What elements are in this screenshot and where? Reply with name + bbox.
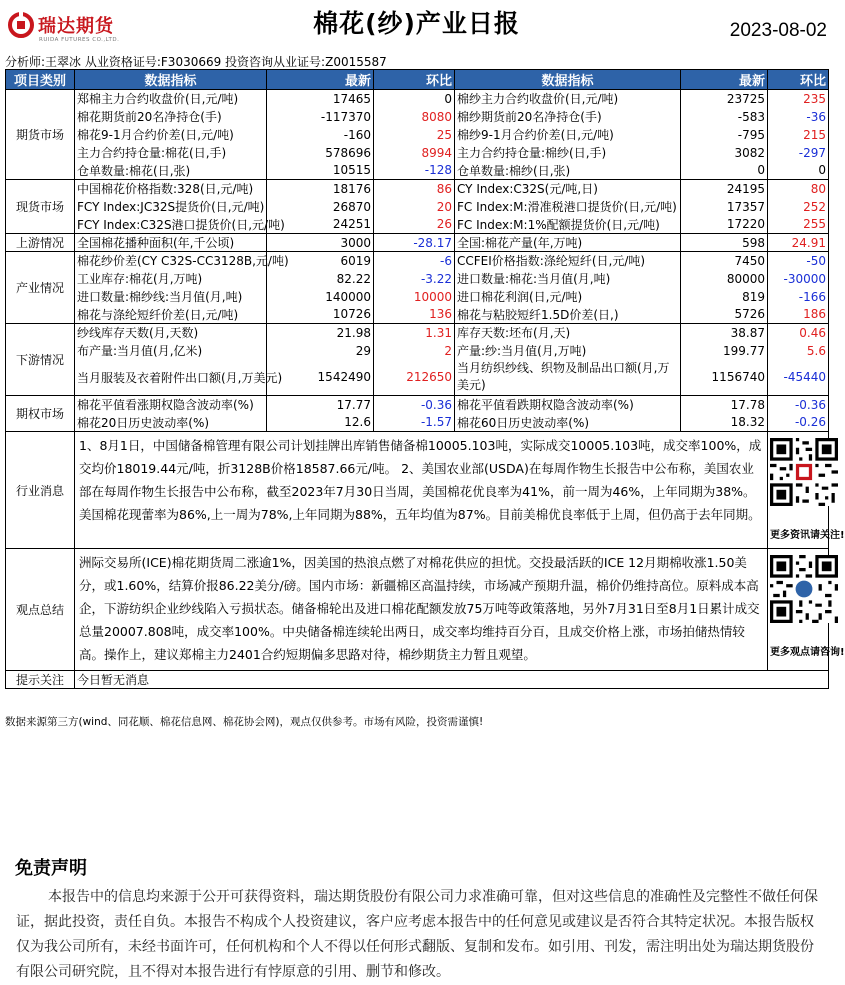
latest-value: 3000 bbox=[267, 234, 374, 252]
change-value: 8080 bbox=[374, 108, 455, 126]
latest-value: 17.78 bbox=[681, 396, 768, 414]
latest-value: 6019 bbox=[267, 252, 374, 270]
col-header-indicator-2: 数据指标 bbox=[455, 70, 681, 90]
change-value: -30000 bbox=[768, 270, 829, 288]
view-row bbox=[6, 549, 829, 671]
indicator-name: 全国:棉花产量(年,万吨) bbox=[455, 234, 681, 252]
view-qr-cell bbox=[768, 549, 845, 671]
change-value: -3.22 bbox=[374, 270, 455, 288]
change-value: 24.91 bbox=[768, 234, 829, 252]
latest-value: 7450 bbox=[681, 252, 768, 270]
news-text: 1、8月1日，中国储备棉管理有限公司计划挂牌出库销售储备棉10005.103吨，实际成交10005.103吨，成交率100%，成交均价18019.44元/吨，折3128B价格18587.66元/吨。 2、美国农业部(USDA)在每周作物生长报告中公布称，美国农业部在每周作物生长报告中公布称，截至2023年7月30日当周，美国棉花优良率为41%，前一周为46%，上年同期为38%。美国棉花现蕾率为86%,上一周为78%,上年同期为88%，五年均值为87%。目前美棉优良率低于上周，但仍高于去年同期。 bbox=[75, 432, 768, 549]
indicator-name: 棉花纱价差(CY C32S-CC3128B,元/吨) bbox=[75, 252, 267, 270]
change-value: 0.46 bbox=[768, 324, 829, 342]
table-row bbox=[6, 126, 829, 144]
indicator-name: FC Index:M:滑准税港口提货价(日,元/吨) bbox=[455, 198, 681, 216]
indicator-name: 布产量:当月值(月,亿米) bbox=[75, 342, 267, 360]
table-row bbox=[6, 108, 829, 126]
latest-value: 140000 bbox=[267, 288, 374, 306]
logo-text: 瑞达期货 bbox=[38, 16, 114, 37]
latest-value: 5726 bbox=[681, 306, 768, 324]
indicator-name: 主力合约持仓量:棉纱(日,手) bbox=[455, 144, 681, 162]
latest-value: 17465 bbox=[267, 90, 374, 108]
category-industry: 产业情况 bbox=[6, 252, 75, 324]
news-row bbox=[6, 432, 829, 549]
latest-value: -795 bbox=[681, 126, 768, 144]
latest-value: 80000 bbox=[681, 270, 768, 288]
table-row bbox=[6, 252, 829, 270]
source-note: 数据来源第三方(wind、同花顺、棉花信息网、棉花协会网)，观点仅供参考。市场有风险，投资需谨慎! bbox=[5, 716, 484, 728]
change-value: 80 bbox=[768, 180, 829, 198]
change-value: 235 bbox=[768, 90, 829, 108]
category-futures: 期货市场 bbox=[6, 90, 75, 180]
table-row bbox=[6, 216, 829, 234]
report-date: 2023-08-02 bbox=[729, 20, 827, 41]
col-header-indicator: 数据指标 bbox=[75, 70, 267, 90]
indicator-name: 仓单数量:棉纱(日,张) bbox=[455, 162, 681, 180]
qr-code-icon bbox=[770, 438, 838, 506]
news-qr-cell bbox=[768, 432, 845, 549]
change-value: -45440 bbox=[768, 360, 829, 396]
category-upstream: 上游情况 bbox=[6, 234, 75, 252]
indicator-name: 进口数量:棉纱线:当月值(月,吨) bbox=[75, 288, 267, 306]
indicator-name: 棉花平值看涨期权隐含波动率(%) bbox=[75, 396, 267, 414]
latest-value: 10726 bbox=[267, 306, 374, 324]
category-options: 期权市场 bbox=[6, 396, 75, 432]
table-row bbox=[6, 360, 829, 396]
table-row bbox=[6, 180, 829, 198]
change-value: 0 bbox=[768, 162, 829, 180]
change-value: -297 bbox=[768, 144, 829, 162]
table-row bbox=[6, 288, 829, 306]
indicator-name: 棉花60日历史波动率(%) bbox=[455, 414, 681, 432]
latest-value: 17.77 bbox=[267, 396, 374, 414]
category-view: 观点总结 bbox=[6, 549, 75, 671]
change-value: -128 bbox=[374, 162, 455, 180]
latest-value: 578696 bbox=[267, 144, 374, 162]
indicator-name: 全国棉花播种面积(年,千公顷) bbox=[75, 234, 267, 252]
notice-row bbox=[6, 671, 829, 689]
latest-value: -117370 bbox=[267, 108, 374, 126]
change-value: 8994 bbox=[374, 144, 455, 162]
change-value: 1.31 bbox=[374, 324, 455, 342]
indicator-name: 进口数量:棉花:当月值(月,吨) bbox=[455, 270, 681, 288]
indicator-name: 棉纱9-1月合约价差(日,元/吨) bbox=[455, 126, 681, 144]
table-row bbox=[6, 342, 829, 360]
indicator-name: 棉花20日历史波动率(%) bbox=[75, 414, 267, 432]
latest-value: 1156740 bbox=[681, 360, 768, 396]
change-value: 136 bbox=[374, 306, 455, 324]
latest-value: 199.77 bbox=[681, 342, 768, 360]
indicator-name: 棉花平值看跌期权隐含波动率(%) bbox=[455, 396, 681, 414]
change-value: 10000 bbox=[374, 288, 455, 306]
indicator-name: 棉花与粘胶短纤1.5D价差(日,) bbox=[455, 306, 681, 324]
change-value: -166 bbox=[768, 288, 829, 306]
indicator-name: 当月纺织纱线、织物及制品出口额(月,万美元) bbox=[455, 360, 681, 396]
change-value: -0.36 bbox=[374, 396, 455, 414]
latest-value: 598 bbox=[681, 234, 768, 252]
change-value: 215 bbox=[768, 126, 829, 144]
latest-value: 24251 bbox=[267, 216, 374, 234]
indicator-name: 主力合约持仓量:棉花(日,手) bbox=[75, 144, 267, 162]
indicator-name: 产量:纱:当月值(月,万吨) bbox=[455, 342, 681, 360]
latest-value: 17220 bbox=[681, 216, 768, 234]
latest-value: 18176 bbox=[267, 180, 374, 198]
col-header-latest: 最新 bbox=[267, 70, 374, 90]
col-header-change: 环比 bbox=[374, 70, 455, 90]
indicator-name: FC Index:M:1%配额提货价(日,元/吨) bbox=[455, 216, 681, 234]
table-row bbox=[6, 90, 829, 108]
change-value: 186 bbox=[768, 306, 829, 324]
table-row bbox=[6, 162, 829, 180]
change-value: 20 bbox=[374, 198, 455, 216]
latest-value: 0 bbox=[681, 162, 768, 180]
table-row bbox=[6, 234, 829, 252]
latest-value: -583 bbox=[681, 108, 768, 126]
indicator-name: FCY Index:C32S港口提货价(日,元/吨) bbox=[75, 216, 267, 234]
category-notice: 提示关注 bbox=[6, 671, 75, 689]
change-value: 255 bbox=[768, 216, 829, 234]
change-value: 5.6 bbox=[768, 342, 829, 360]
change-value: 26 bbox=[374, 216, 455, 234]
latest-value: 17357 bbox=[681, 198, 768, 216]
category-news: 行业消息 bbox=[6, 432, 75, 549]
indicator-name: 进口棉花利润(日,元/吨) bbox=[455, 288, 681, 306]
change-value: -6 bbox=[374, 252, 455, 270]
report-header bbox=[0, 0, 833, 52]
indicator-name: 棉花9-1月合约价差(日,元/吨) bbox=[75, 126, 267, 144]
indicator-name: 棉花期货前20名净持仓(手) bbox=[75, 108, 267, 126]
disclaimer-title: 免责声明 bbox=[15, 858, 87, 879]
indicator-name: 工业库存:棉花(月,万吨) bbox=[75, 270, 267, 288]
table-row bbox=[6, 198, 829, 216]
latest-value: 29 bbox=[267, 342, 374, 360]
indicator-name: FCY Index:JC32S提货价(日,元/吨) bbox=[75, 198, 267, 216]
change-value: 86 bbox=[374, 180, 455, 198]
report-title: 棉花(纱)产业日报 bbox=[313, 9, 520, 38]
change-value: -1.57 bbox=[374, 414, 455, 432]
latest-value: 18.32 bbox=[681, 414, 768, 432]
qr-code-icon bbox=[770, 555, 838, 623]
data-table bbox=[5, 69, 845, 689]
table-row bbox=[6, 270, 829, 288]
latest-value: 819 bbox=[681, 288, 768, 306]
change-value: 25 bbox=[374, 126, 455, 144]
table-row bbox=[6, 396, 829, 414]
indicator-name: 棉纱期货前20名净持仓(手) bbox=[455, 108, 681, 126]
latest-value: 26870 bbox=[267, 198, 374, 216]
change-value: -0.26 bbox=[768, 414, 829, 432]
news-qr-caption: 更多资讯请关注! bbox=[770, 530, 845, 541]
change-value: 2 bbox=[374, 342, 455, 360]
table-row bbox=[6, 306, 829, 324]
table-row bbox=[6, 144, 829, 162]
latest-value: -160 bbox=[267, 126, 374, 144]
table-header-row bbox=[6, 70, 829, 90]
latest-value: 10515 bbox=[267, 162, 374, 180]
table-row bbox=[6, 414, 829, 432]
change-value: 252 bbox=[768, 198, 829, 216]
col-header-category: 项目类别 bbox=[6, 70, 75, 90]
table-row bbox=[6, 324, 829, 342]
latest-value: 3082 bbox=[681, 144, 768, 162]
analyst-line: 分析师:王翠冰 从业资格证号:F3030669 投资咨询从业证号:Z0015587 bbox=[5, 55, 387, 69]
latest-value: 12.6 bbox=[267, 414, 374, 432]
col-header-change-2: 环比 bbox=[768, 70, 829, 90]
latest-value: 1542490 bbox=[267, 360, 374, 396]
view-qr-caption: 更多观点请咨询! bbox=[770, 647, 845, 658]
latest-value: 21.98 bbox=[267, 324, 374, 342]
change-value: -50 bbox=[768, 252, 829, 270]
change-value: -36 bbox=[768, 108, 829, 126]
disclaimer-body: 本报告中的信息均来源于公开可获得资料，瑞达期货股份有限公司力求准确可靠，但对这些信息的准确性及完整性不做任何保证，据此投资，责任自负。本报告不构成个人投资建议，客户应考虑本报告中的任何意见或建议是否符合其特定状况。本报告版权仅为我公司所有，未经书面许可，任何机构和个人不得以任何形式翻版、复制和发布。如引用、刊发，需注明出处为瑞达期货股份有限公司研究院，且不得对本报告进行有悖原意的引用、删节和修改。 bbox=[16, 889, 818, 980]
logo-subtext: RUIDA FUTURES CO.,LTD. bbox=[39, 37, 120, 43]
indicator-name: 郑棉主力合约收盘价(日,元/吨) bbox=[75, 90, 267, 108]
change-value: -0.36 bbox=[768, 396, 829, 414]
latest-value: 24195 bbox=[681, 180, 768, 198]
notice-text: 今日暂无消息 bbox=[75, 671, 829, 689]
view-text: 洲际交易所(ICE)棉花期货周二涨逾1%，因美国的热浪点燃了对棉花供应的担忧。交投最活跃的ICE 12月期棉收涨1.50美分，或1.60%，结算价报86.22美分/磅。国内市场：新疆棉区高温持续，市场减产预期升温，棉价仍维持高位。原料成本高企，下游纺织企业纱线陷入亏损状态。储备棉轮出及进口棉花配额发放75万吨等政策落地，另外7月31日至8月1日累计成交总量20007.808吨，成交率100%。中央储备棉连续轮出两日，成交率均维持百分百，且成交价格上涨，市场拍储热情较高。操作上，建议郑棉主力2401合约短期偏多思路对待，棉纱期货主力暂且观望。 bbox=[75, 549, 768, 671]
change-value: 212650 bbox=[374, 360, 455, 396]
indicator-name: 纱线库存天数(月,天数) bbox=[75, 324, 267, 342]
indicator-name: 仓单数量:棉花(日,张) bbox=[75, 162, 267, 180]
indicator-name: CY Index:C32S(元/吨,日) bbox=[455, 180, 681, 198]
indicator-name: 当月服装及衣着附件出口额(月,万美元) bbox=[75, 360, 267, 396]
indicator-name: 库存天数:坯布(月,天) bbox=[455, 324, 681, 342]
indicator-name: 棉纱主力合约收盘价(日,元/吨) bbox=[455, 90, 681, 108]
category-spot: 现货市场 bbox=[6, 180, 75, 234]
col-header-latest-2: 最新 bbox=[681, 70, 768, 90]
indicator-name: 棉花与涤纶短纤价差(日,元/吨) bbox=[75, 306, 267, 324]
change-value: 0 bbox=[374, 90, 455, 108]
category-downstream: 下游情况 bbox=[6, 324, 75, 396]
latest-value: 82.22 bbox=[267, 270, 374, 288]
latest-value: 38.87 bbox=[681, 324, 768, 342]
change-value: -28.17 bbox=[374, 234, 455, 252]
latest-value: 23725 bbox=[681, 90, 768, 108]
indicator-name: 中国棉花价格指数:328(日,元/吨) bbox=[75, 180, 267, 198]
indicator-name: CCFEI价格指数:涤纶短纤(日,元/吨) bbox=[455, 252, 681, 270]
